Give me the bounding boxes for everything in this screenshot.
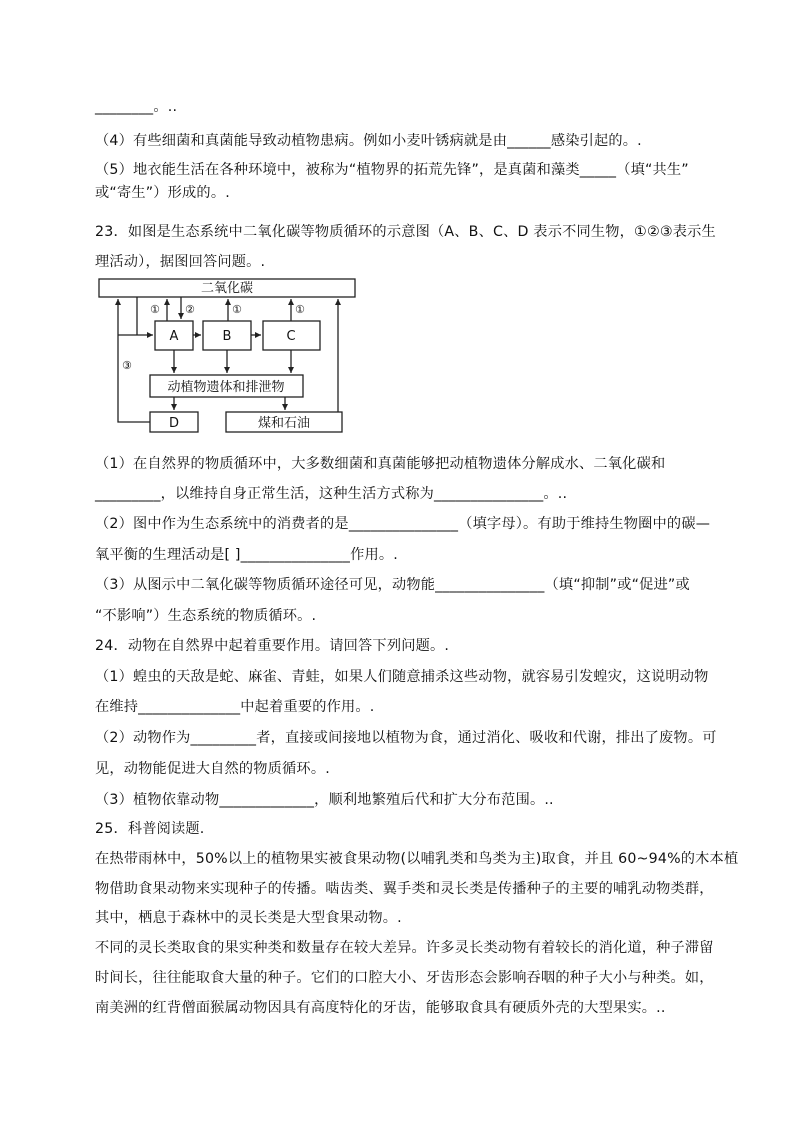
question-23-heading: 23．如图是生态系统中二氧化碳等物质循环的示意图（A、B、C、D 表示不同生物，①②③表示生 [95, 224, 716, 240]
text-line: 南美洲的红背僧面猴属动物因具有高度特化的牙齿，能够取食具有硬质外壳的大型果实。.. [95, 1000, 666, 1016]
text-line: 其中，栖息于森林中的灵长类是大型食果动物。. [95, 910, 402, 926]
text-line: 时间长，往往能取食大量的种子。它们的口腔大小、牙齿形态会影响吞咽的种子大小与种类。如， [95, 970, 714, 986]
text-line: 在维持______________中起着重要的作用。. [95, 699, 375, 715]
label-respiration-c: ① [295, 303, 305, 316]
label-respiration-a: ① [150, 303, 160, 316]
text-line: （2）动物作为_________者，直接或间接地以植物为食，通过消化、吸收和代谢，排出了废物。可 [95, 730, 717, 746]
carbon-cycle-diagram [95, 275, 365, 440]
text-line: 见，动物能促进大自然的物质循环。. [95, 761, 330, 777]
coal-oil-label: 煤和石油 [257, 416, 311, 431]
text-line: （1）蝗虫的天敌是蛇、麻雀、青蛙，如果人们随意捕杀这些动物，就容易引发蝗灾，这说明动物 [95, 669, 709, 685]
co2-box [99, 279, 355, 297]
organism-a-label: A [169, 329, 179, 344]
co2-label: 二氧化碳 [200, 281, 254, 296]
label-decomposition-d: ③ [122, 359, 132, 372]
text-line: 物借助食果动物来实现种子的传播。啮齿类、翼手类和灵长类是传播种子的主要的哺乳动物类群， [95, 881, 714, 897]
text-line: （3）植物依靠动物_____________，顺利地繁殖后代和扩大分布范围。.. [95, 792, 554, 808]
text-line: （2）图中作为生态系统中的消费者的是_______________（填字母）。有助于维持生物圈中的碳— [95, 516, 711, 532]
text-line: （1）在自然界的物质循环中，大多数细菌和真菌能够把动植物遗体分解成水、二氧化碳和 [95, 456, 666, 472]
text-line: ________。.. [95, 99, 178, 115]
organism-c-box [263, 321, 320, 350]
question-25-heading: 25．科普阅读题. [95, 821, 205, 837]
question-24-heading: 24．动物在自然界中起着重要作用。请回答下列问题。. [95, 638, 450, 654]
text-line: 在热带雨林中，50%以上的植物果实被食果动物(以哺乳类和鸟类为主)取食，并且 60~94%的木本植 [95, 851, 739, 867]
organism-b-box [203, 321, 251, 350]
organism-d-box [150, 412, 198, 432]
organism-a-box [155, 321, 193, 350]
text-line: （4）有些细菌和真菌能导致动植物患病。例如小麦叶锈病就是由______感染引起的。. [95, 133, 642, 149]
organism-d-label: D [168, 416, 180, 431]
text-line: 氧平衡的生理活动是[ ]_______________作用。. [95, 547, 398, 563]
text-line: “不影响”）生态系统的物质循环。. [95, 608, 317, 624]
text-line: 或“寄生”）形成的。. [95, 185, 230, 201]
coal-oil-box [226, 412, 342, 432]
text-line: （3）从图示中二氧化碳等物质循环途径可见，动物能_______________（填“抑制”或“促进”或 [95, 577, 690, 593]
text-line: （5）地衣能生活在各种环境中，被称为“植物界的拓荒先锋”，是真菌和藻类_____（填“共生” [95, 162, 689, 178]
label-respiration-b: ① [232, 303, 242, 316]
text-line: _________，以维持自身正常生活，这种生活方式称为_______________。.. [95, 486, 568, 502]
label-photosynthesis-a: ② [185, 303, 195, 316]
remains-label: 动植物遗体和排泄物 [167, 380, 285, 395]
remains-box [150, 375, 303, 397]
text-line: 不同的灵长类取食的果实种类和数量存在较大差异。许多灵长类动物有着较长的消化道，种子滞留 [95, 940, 714, 956]
text-line: 理活动），据图回答问题。. [95, 254, 266, 270]
organism-b-label: B [222, 329, 232, 344]
organism-c-label: C [286, 329, 296, 344]
